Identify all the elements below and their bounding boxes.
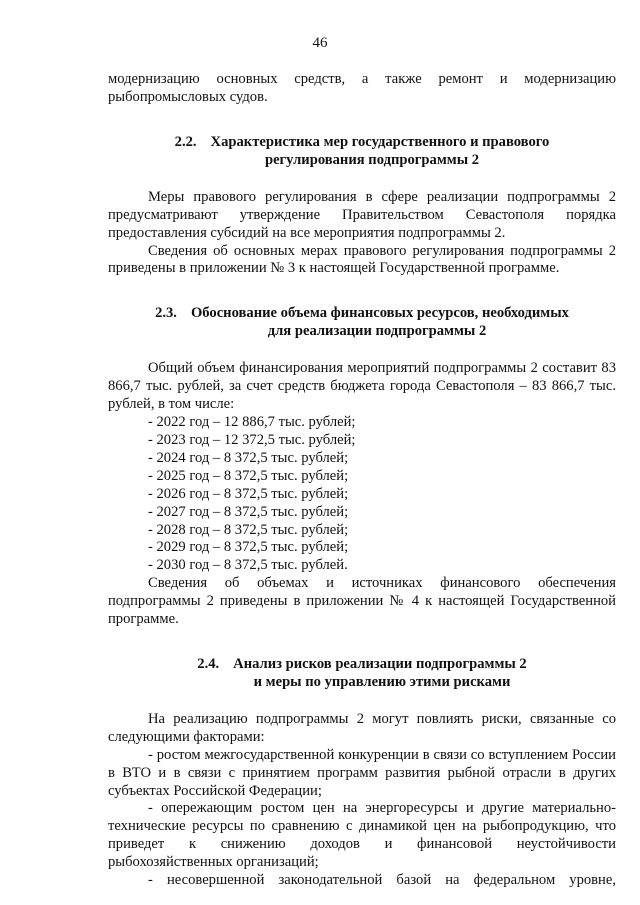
page-content — [108, 71, 616, 890]
list-item: - 2025 год – 8 372,5 тыс. рублей; — [148, 467, 349, 484]
section-2-4-heading — [108, 655, 616, 673]
section-2-4-title-line-2: и меры по управлению этими рисками — [253, 673, 511, 690]
section-2-2-paragraph-2: Сведения об основных мерах правового регулирования подпрограммы 2 приведены в приложении № 3 к настоящей Государственной программе. — [108, 242, 616, 277]
list-item: - 2024 год – 8 372,5 тыс. рублей; — [148, 449, 349, 466]
list-item: - 2030 год – 8 372,5 тыс. рублей. — [148, 557, 348, 574]
list-item: - 2028 год – 8 372,5 тыс. рублей; — [148, 521, 349, 538]
section-2-3-number: 2.3. — [155, 305, 177, 322]
section-2-4 — [108, 655, 616, 890]
section-2-2-title-line-2: регулирования подпрограммы 2 — [264, 151, 480, 168]
section-2-2-number: 2.2. — [174, 133, 197, 150]
section-2-3-title-line-2: для реализации подпрограммы 2 — [267, 323, 487, 340]
section-2-3-title-line-1: Обоснование объема финансовых ресурсов, необходимых — [190, 305, 569, 322]
list-item: - несовершенной законодательной базой на федеральном уровне, — [148, 872, 616, 889]
list-item: - 2022 год – 12 886,7 тыс. рублей; — [148, 414, 356, 431]
page-number: 46 — [312, 35, 328, 51]
risk-factors-list — [108, 747, 616, 890]
section-2-3-paragraph-2: Сведения об объемах и источниках финансового обеспечения подпрограммы 2 приведены в приложении № 4 к настоящей Государственной программе. — [108, 575, 616, 628]
section-2-4-paragraph-1: На реализацию подпрограммы 2 могут повлиять риски, связанные со следующими факторами: — [108, 710, 616, 745]
list-item: - ростом межгосударственной конкуренции в связи со вступлением России в ВТО и в связи с принятием программ развития рыбной отрасли в других субъектах Российской Федерации; — [108, 746, 616, 799]
section-2-3 — [108, 304, 616, 629]
list-item: - 2027 год – 8 372,5 тыс. рублей; — [148, 503, 349, 520]
section-2-2-paragraph-1: Меры правового регулирования в сфере реализации подпрограммы 2 предусматривают утверждение Правительством Севастополя порядка предоставления субсидий на все мероприятия подпрограммы 2. — [108, 188, 616, 241]
section-2-3-paragraph-1: Общий объем финансирования мероприятий подпрограммы 2 составит 83 866,7 тыс. рублей, за счет средств бюджета города Севастополя – 83 866,7 тыс. рублей, в том числе: — [108, 360, 616, 413]
list-item: - 2023 год – 12 372,5 тыс. рублей; — [148, 431, 356, 448]
list-item: - 2029 год – 8 372,5 тыс. рублей; — [148, 539, 349, 556]
intro-line-2: рыбопромысловых судов. — [108, 88, 268, 105]
section-2-4-number: 2.4. — [197, 655, 220, 672]
section-2-2 — [108, 133, 616, 279]
section-2-4-title-line-1: Анализ рисков реализации подпрограммы 2 — [233, 655, 527, 672]
intro-line-1 — [108, 71, 616, 89]
intro-line-1-text: модернизацию основных средств, а также ремонт и модернизацию — [108, 71, 616, 87]
list-item: - опережающим ростом цен на энергоресурсы и другие материально-технические ресурсы по сравнению с динамикой цен на рыбопродукцию, что приведет к снижению доходов и финансовой неустойчивости рыбохозяйственных организаций; — [108, 800, 616, 871]
section-2-2-title-line-1: Характеристика мер государственного и правового — [210, 133, 550, 150]
section-2-3-heading — [108, 304, 616, 322]
section-2-2-heading — [108, 133, 616, 151]
list-item: - 2026 год – 8 372,5 тыс. рублей; — [148, 485, 349, 502]
funding-by-year-list — [108, 414, 616, 575]
